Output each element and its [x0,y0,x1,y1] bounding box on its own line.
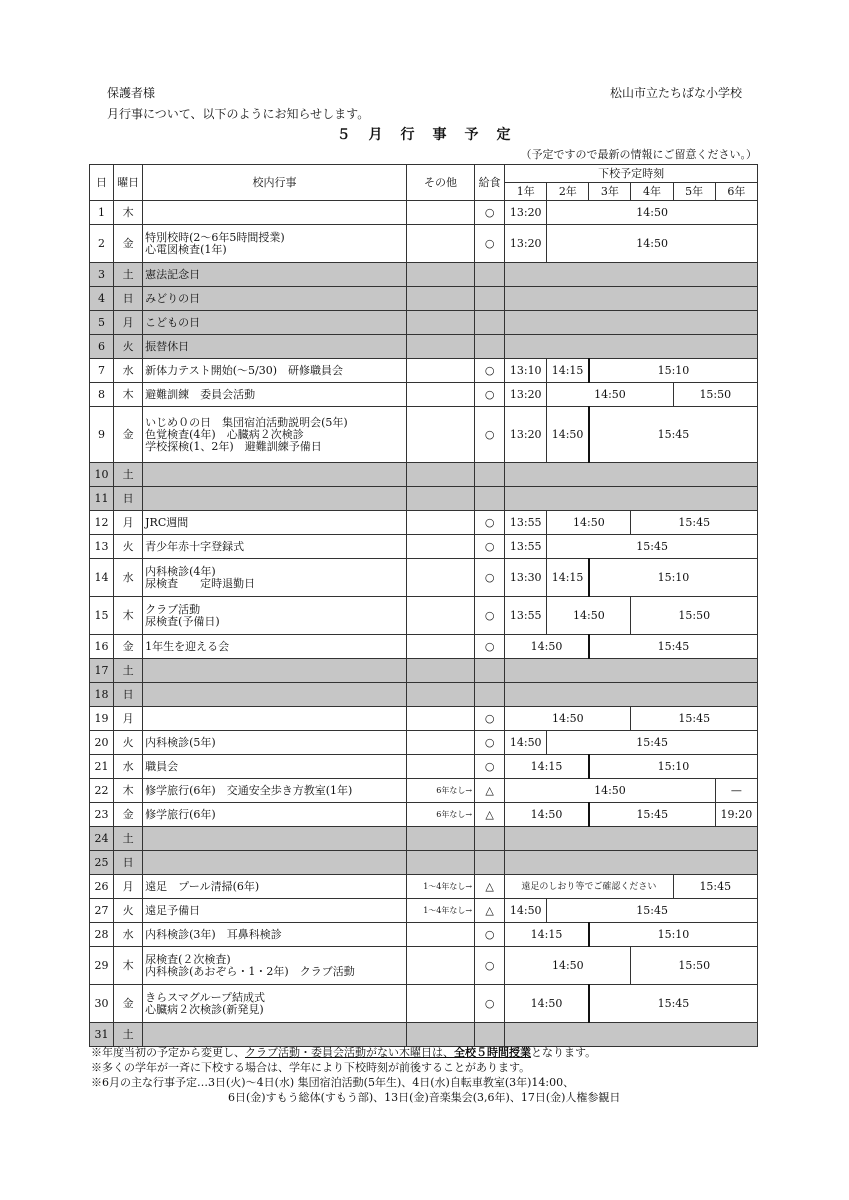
day: 10 [90,463,114,487]
events: 新体力テスト開始(～5/30) 研修職員会 [143,359,407,383]
header-other: その他 [406,165,474,201]
time [505,659,758,683]
day: 12 [90,511,114,535]
table-row [90,535,758,559]
note-1 [91,1045,620,1060]
time: 15:45 [631,707,758,731]
lunch: △ [475,779,505,803]
time: 15:45 [589,803,715,827]
table-row [90,851,758,875]
events [143,463,407,487]
time: 13:20 [505,383,547,407]
time: — [715,779,757,803]
table-row [90,407,758,463]
other [406,947,474,985]
note-2: ※多くの学年が一斉に下校する場合は、学年により下校時刻が前後することがあります。 [91,1061,531,1074]
events [143,827,407,851]
grade-1: 1年 [505,183,547,201]
time: 15:45 [547,731,758,755]
events: こどもの日 [143,311,407,335]
events: 憲法記念日 [143,263,407,287]
weekday: 金 [114,635,143,659]
table-row [90,287,758,311]
header-day: 日 [90,165,114,201]
day: 4 [90,287,114,311]
table-row [90,1023,758,1047]
lunch [475,827,505,851]
table-row [90,755,758,779]
other [406,511,474,535]
other: 1～4年なし→ [406,875,474,899]
time: 14:50 [547,201,758,225]
time: 15:50 [631,947,758,985]
weekday: 金 [114,803,143,827]
table-row [90,511,758,535]
schedule-table [89,164,758,1047]
event-line: 内科検診(あおぞら・1・2年) クラブ活動 [145,964,355,978]
time: 15:45 [673,875,757,899]
other [406,659,474,683]
time [505,851,758,875]
events [143,707,407,731]
time: 遠足のしおり等でご確認ください [505,875,673,899]
other [406,487,474,511]
other [406,359,474,383]
table-row [90,383,758,407]
time: 14:50 [505,707,631,731]
day: 22 [90,779,114,803]
events [143,985,407,1023]
weekday: 木 [114,201,143,225]
other [406,287,474,311]
header-lunch: 給食 [475,165,505,201]
other [406,683,474,707]
time [505,487,758,511]
weekday: 金 [114,407,143,463]
weekday: 木 [114,383,143,407]
other [406,635,474,659]
time: 15:10 [589,359,758,383]
lunch: ○ [475,407,505,463]
day: 19 [90,707,114,731]
weekday: 月 [114,707,143,731]
events: 修学旅行(6年) 交通安全歩き方教室(1年) [143,779,407,803]
weekday: 土 [114,463,143,487]
time: 14:50 [547,225,758,263]
time: 14:50 [505,985,589,1023]
table-row [90,707,758,731]
weekday: 水 [114,359,143,383]
header-row [90,165,758,183]
other [406,407,474,463]
time: 14:15 [547,359,589,383]
other [406,731,474,755]
weekday: 火 [114,535,143,559]
weekday: 火 [114,731,143,755]
time: 14:50 [505,779,716,803]
note-4: 6日(金)すもう総体(すもう部)、13日(金)音楽集会(3,6年)、17日(金)人権参観日 [228,1091,621,1104]
lunch: ○ [475,923,505,947]
time: 15:10 [589,559,758,597]
event-line: 特別校時(2～6年5時間授業) [145,230,285,244]
grade-5: 5年 [673,183,715,201]
table-row [90,359,758,383]
lunch [475,683,505,707]
lunch [475,311,505,335]
weekday: 火 [114,899,143,923]
weekday: 水 [114,923,143,947]
day: 16 [90,635,114,659]
weekday: 木 [114,947,143,985]
time: 13:20 [505,225,547,263]
lunch: ○ [475,985,505,1023]
day: 31 [90,1023,114,1047]
events [143,407,407,463]
time [505,683,758,707]
lunch [475,851,505,875]
table-row [90,335,758,359]
event-line: 色覚検査(4年) 心臓病２次検診 [145,427,304,441]
events [143,659,407,683]
other [406,559,474,597]
time: 13:10 [505,359,547,383]
day: 26 [90,875,114,899]
day: 23 [90,803,114,827]
addressee: 保護者様 [107,86,156,100]
lunch: ○ [475,359,505,383]
event-line: 心電図検査(1年) [145,242,227,256]
weekday: 木 [114,597,143,635]
time: 15:10 [589,923,758,947]
weekday: 日 [114,851,143,875]
weekday: 日 [114,287,143,311]
lunch: △ [475,803,505,827]
time: 15:10 [589,755,758,779]
time: 15:45 [589,985,758,1023]
events [143,947,407,985]
time: 13:55 [505,511,547,535]
time: 19:20 [715,803,757,827]
table-row [90,263,758,287]
weekday: 火 [114,335,143,359]
lunch: ○ [475,535,505,559]
time: 14:50 [547,597,631,635]
day: 14 [90,559,114,597]
table-row [90,875,758,899]
time: 13:20 [505,407,547,463]
time: 14:15 [505,923,589,947]
events: 内科検診(5年) [143,731,407,755]
weekday: 土 [114,827,143,851]
caution-text: （予定ですので最新の情報にご留意ください。） [520,148,757,161]
lunch [475,487,505,511]
other: 1～4年なし→ [406,899,474,923]
events: JRC週間 [143,511,407,535]
event-line: 学校探検(1、2年) 避難訓練予備日 [145,439,322,453]
other: 6年なし→ [406,803,474,827]
table-row [90,923,758,947]
weekday: 月 [114,311,143,335]
time: 14:50 [505,731,547,755]
header-events: 校内行事 [143,165,407,201]
lunch: ○ [475,511,505,535]
time: 15:50 [631,597,758,635]
other [406,597,474,635]
day: 13 [90,535,114,559]
event-line: 尿検査 定時退勤日 [145,576,256,590]
lunch [475,335,505,359]
event-line: きらスマグループ結成式 [145,990,266,1004]
table-row [90,311,758,335]
time [505,827,758,851]
day: 20 [90,731,114,755]
weekday: 月 [114,511,143,535]
table-row [90,463,758,487]
note-emphasis: 全校５時間授業 [454,1046,531,1059]
table-row [90,947,758,985]
day: 8 [90,383,114,407]
table-row [90,559,758,597]
table-row [90,635,758,659]
event-line: 尿検査(２次検査) [145,952,231,966]
day: 15 [90,597,114,635]
lunch: ○ [475,707,505,731]
events [143,487,407,511]
events [143,597,407,635]
time: 15:45 [589,407,758,463]
other [406,1023,474,1047]
day: 5 [90,311,114,335]
other [406,535,474,559]
time: 15:45 [547,535,758,559]
lunch: ○ [475,755,505,779]
events: 職員会 [143,755,407,779]
grade-4: 4年 [631,183,673,201]
time: 13:55 [505,535,547,559]
weekday: 金 [114,225,143,263]
events [143,559,407,597]
school-name: 松山市立たちばな小学校 [609,86,742,100]
table-row [90,683,758,707]
events [143,225,407,263]
table-row [90,225,758,263]
day: 21 [90,755,114,779]
lunch [475,463,505,487]
lunch: ○ [475,731,505,755]
time [505,463,758,487]
day: 24 [90,827,114,851]
weekday: 土 [114,263,143,287]
weekday: 土 [114,1023,143,1047]
events [143,683,407,707]
table-row [90,597,758,635]
event-line: 尿検査(予備日) [145,614,220,628]
lunch [475,287,505,311]
other [406,225,474,263]
time [505,1023,758,1047]
time: 15:45 [589,635,758,659]
lunch [475,263,505,287]
time: 14:50 [547,383,673,407]
lunch: ○ [475,947,505,985]
time: 14:15 [547,559,589,597]
events: 修学旅行(6年) [143,803,407,827]
lunch: ○ [475,201,505,225]
event-line: いじめ０の日 集団宿泊活動説明会(5年) [145,415,348,429]
weekday: 水 [114,755,143,779]
table-row [90,985,758,1023]
time [505,263,758,287]
weekday: 日 [114,683,143,707]
footnotes [91,1045,620,1105]
lunch [475,1023,505,1047]
lunch: △ [475,875,505,899]
time: 14:50 [505,803,589,827]
event-line: クラブ活動 [145,602,201,616]
note-underline: クラブ活動・委員会活動がない木曜日は、 [245,1046,454,1059]
events: 内科検診(3年) 耳鼻科検診 [143,923,407,947]
lunch: ○ [475,225,505,263]
day: 6 [90,335,114,359]
time: 13:55 [505,597,547,635]
table-row [90,803,758,827]
events: 振替休日 [143,335,407,359]
time: 14:50 [505,899,547,923]
table-row [90,659,758,683]
events: 避難訓練 委員会活動 [143,383,407,407]
day: 18 [90,683,114,707]
note-text: ※年度当初の予定から変更し、 [91,1046,245,1059]
time: 15:45 [631,511,758,535]
other [406,707,474,731]
weekday: 木 [114,779,143,803]
day: 7 [90,359,114,383]
time: 13:20 [505,201,547,225]
time: 14:50 [505,635,589,659]
lunch: ○ [475,383,505,407]
day: 3 [90,263,114,287]
day: 30 [90,985,114,1023]
other [406,923,474,947]
table-row [90,779,758,803]
grade-6: 6年 [715,183,757,201]
events: みどりの日 [143,287,407,311]
note-3: ※6月の主な行事予定…3日(火)～4日(水) 集団宿泊活動(5年生)、4日(水)自転車教室(3年)14:00、 [91,1076,575,1089]
time: 14:15 [505,755,589,779]
grade-2: 2年 [547,183,589,201]
events: 青少年赤十字登録式 [143,535,407,559]
other: 6年なし→ [406,779,474,803]
lunch: △ [475,899,505,923]
day: 9 [90,407,114,463]
table-row [90,899,758,923]
table-row [90,731,758,755]
day: 29 [90,947,114,985]
day: 11 [90,487,114,511]
other [406,263,474,287]
table-row [90,487,758,511]
lunch: ○ [475,559,505,597]
other [406,851,474,875]
table-row [90,827,758,851]
time: 13:30 [505,559,547,597]
time: 15:50 [673,383,757,407]
time: 14:50 [505,947,631,985]
grade-3: 3年 [589,183,631,201]
weekday: 月 [114,875,143,899]
weekday: 日 [114,487,143,511]
header-weekday: 曜日 [114,165,143,201]
other [406,755,474,779]
other [406,311,474,335]
event-line: 内科検診(4年) [145,564,216,578]
page-title: ５ 月 行 事 予 定 [336,127,513,143]
event-line: 心臓病２次検診(新発見) [145,1002,264,1016]
time [505,335,758,359]
time: 14:50 [547,511,631,535]
other [406,463,474,487]
weekday: 水 [114,559,143,597]
lunch [475,659,505,683]
weekday: 土 [114,659,143,683]
other [406,201,474,225]
day: 2 [90,225,114,263]
weekday: 金 [114,985,143,1023]
intro-text: 月行事について、以下のようにお知らせします。 [107,107,370,121]
time: 14:50 [547,407,589,463]
time: 15:45 [547,899,758,923]
time [505,311,758,335]
events: 遠足予備日 [143,899,407,923]
day: 27 [90,899,114,923]
day: 25 [90,851,114,875]
events [143,1023,407,1047]
events: 遠足 プール清掃(6年) [143,875,407,899]
header-dismissal: 下校予定時刻 [505,165,758,183]
day: 28 [90,923,114,947]
events [143,201,407,225]
note-text: となります。 [531,1046,597,1059]
lunch: ○ [475,597,505,635]
lunch: ○ [475,635,505,659]
other [406,383,474,407]
day: 17 [90,659,114,683]
events [143,851,407,875]
other [406,985,474,1023]
events: 1年生を迎える会 [143,635,407,659]
day: 1 [90,201,114,225]
other [406,827,474,851]
time [505,287,758,311]
table-row [90,201,758,225]
other [406,335,474,359]
